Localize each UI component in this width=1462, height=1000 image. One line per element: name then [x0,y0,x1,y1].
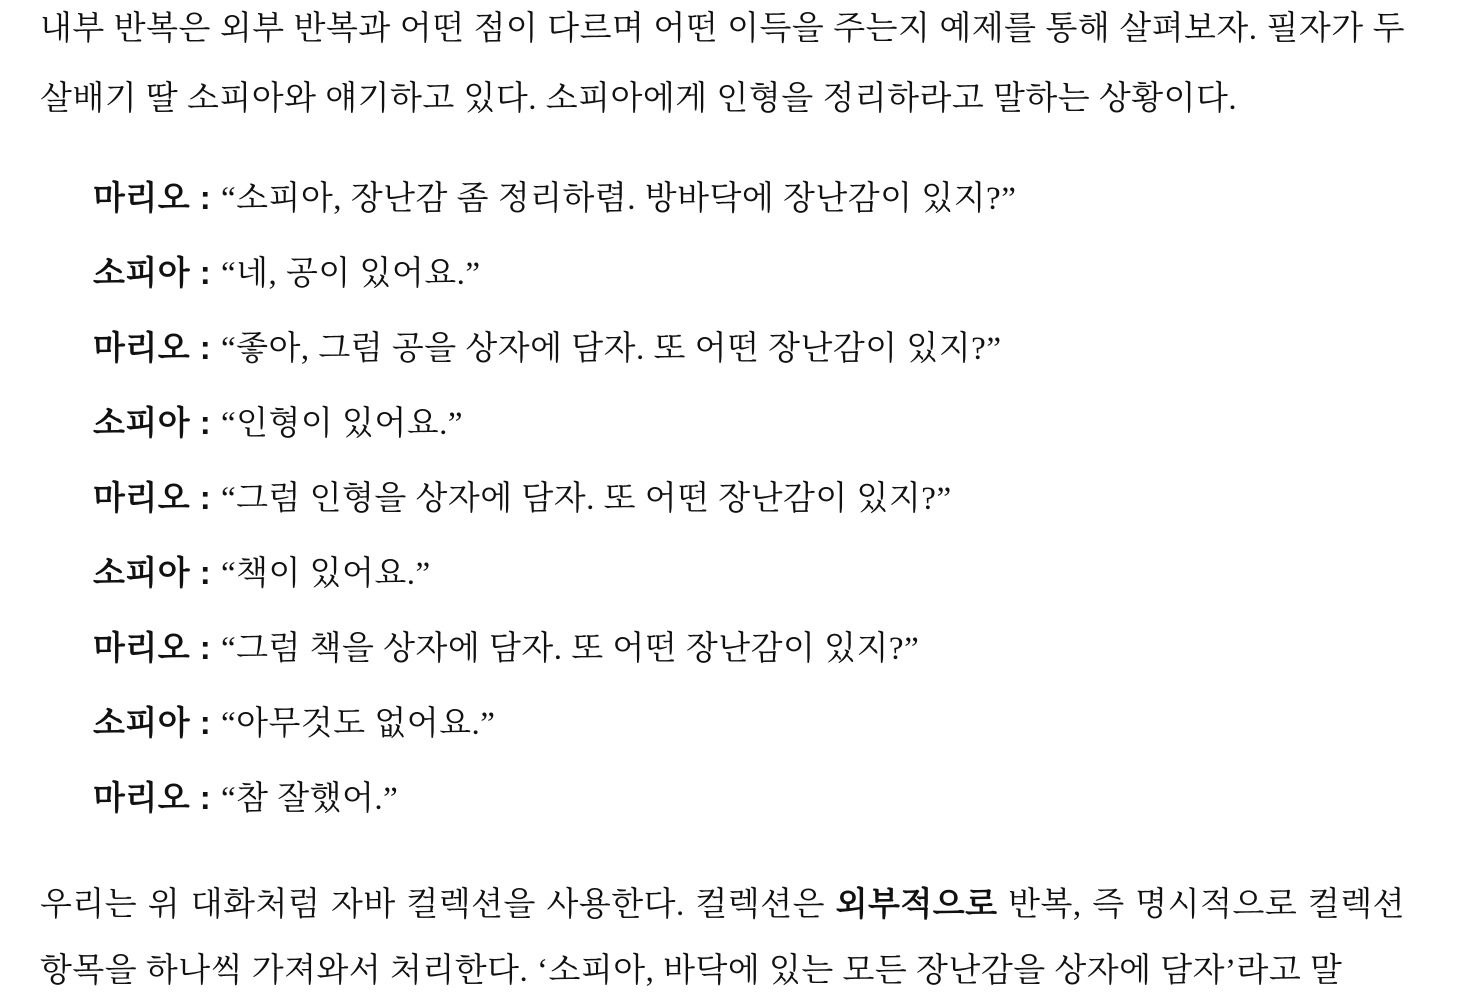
utterance-text: “아무것도 없어요.” [220,706,496,742]
speaker-name: 소피아 [93,704,191,741]
speaker-name: 마리오 [93,179,191,216]
speaker-separator: : [190,704,221,741]
utterance-text: “좋아, 그럼 공을 상자에 담자. 또 어떤 장난감이 있지?” [220,331,1002,367]
utterance-text: “그럼 책을 상자에 담자. 또 어떤 장난감이 있지?” [220,631,920,667]
speaker-name: 소피아 [93,254,191,291]
speaker-separator: : [190,254,221,291]
utterance-text: “인형이 있어요.” [220,406,464,442]
dialogue-line [93,778,398,819]
speaker-separator: : [190,179,221,216]
dialogue-line [93,703,495,744]
speaker-name: 마리오 [93,629,191,666]
dialogue-line [93,628,919,669]
utterance-text: “참 잘했어.” [220,781,399,817]
closing-paragraph [40,871,1405,1000]
dialogue-line [93,403,463,444]
closing-text-before: 우리는 위 대화처럼 자바 컬렉션을 사용한다. 컬렉션은 [40,887,836,923]
dialogue-line [93,553,431,594]
utterance-text: “그럼 인형을 상자에 담자. 또 어떤 장난감이 있지?” [220,481,952,517]
speaker-separator: : [190,779,221,816]
dialogue-line [93,178,1016,219]
speaker-name: 마리오 [93,479,191,516]
dialogue-line [93,253,481,294]
utterance-text: “책이 있어요.” [220,556,431,592]
speaker-separator: : [190,329,221,366]
speaker-name: 소피아 [93,404,191,441]
closing-text-after: 반복, 즉 명시적으로 컬렉션 항목을 하나씩 가져와서 처리한다. ‘소피아, 바닥에 있는 모든 장난감을 상자에 담자’라고 말 [40,887,1405,989]
speaker-separator: : [190,404,221,441]
utterance-text: “소피아, 장난감 좀 정리하렴. 방바닥에 장난감이 있지?” [220,181,1017,217]
bold-term-externally: 외부적으로 [835,885,998,922]
dialogue-line [93,328,1001,369]
speaker-separator: : [190,629,221,666]
speaker-separator: : [190,479,221,516]
dialogue-line [93,478,952,519]
speaker-name: 소피아 [93,554,191,591]
speaker-name: 마리오 [93,329,191,366]
utterance-text: “네, 공이 있어요.” [220,256,481,292]
speaker-name: 마리오 [93,779,191,816]
intro-paragraph: 내부 반복은 외부 반복과 어떤 점이 다르며 어떤 이득을 주는지 예제를 통해 살펴보자. 필자가 두 살배기 딸 소피아와 얘기하고 있다. 소피아에게 인형을 정리하라고 말하는 상황이다. [40,11,1405,117]
speaker-separator: : [190,554,221,591]
